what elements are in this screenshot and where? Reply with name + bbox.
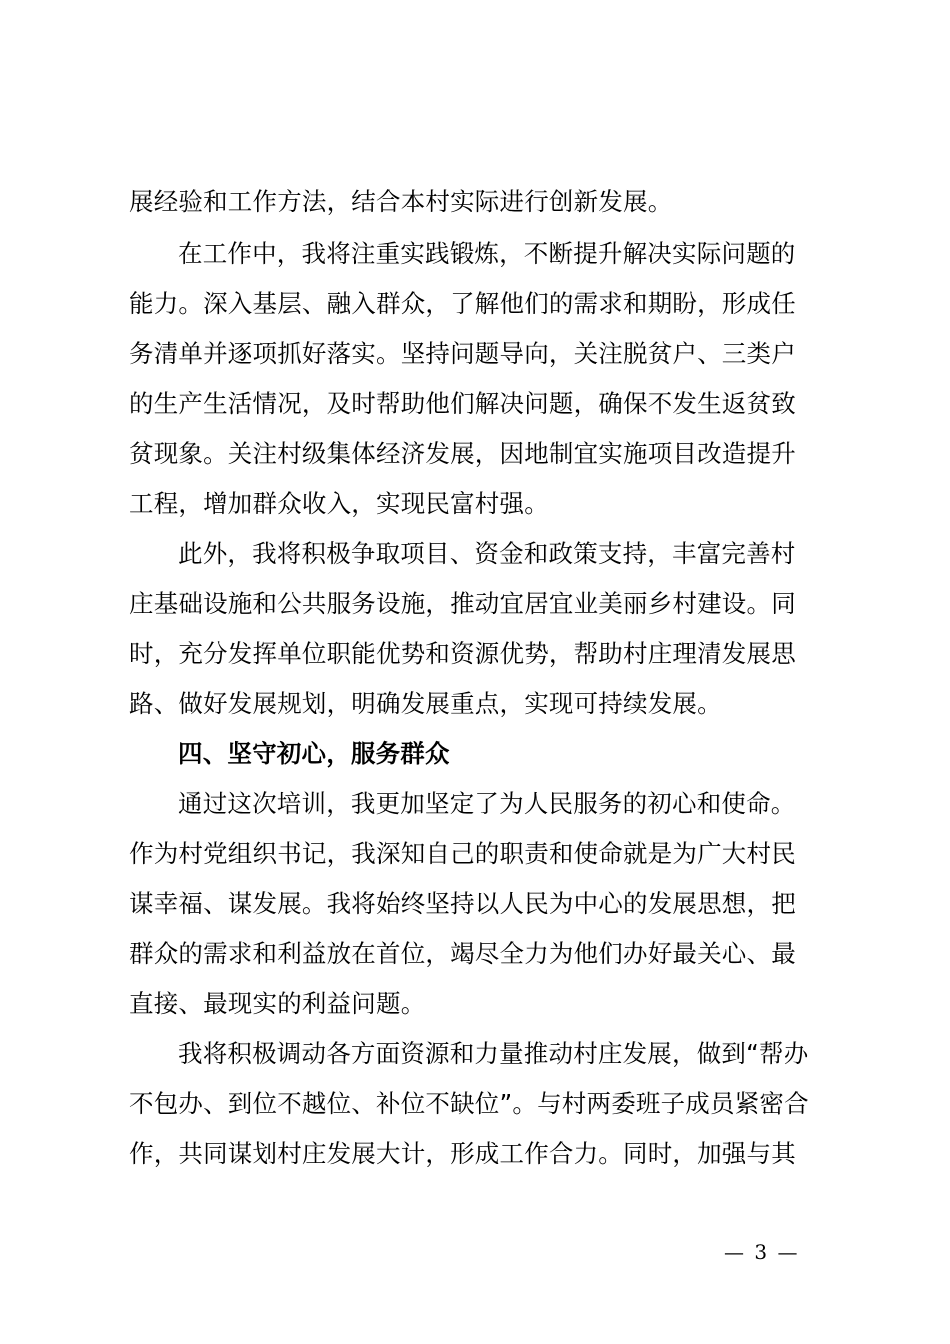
body-text-line: 群众的需求和利益放在首位，竭尽全力为他们办好最关心、最 [129, 939, 796, 968]
paragraph-start-line: 在工作中，我将注重实践锻炼，不断提升解决实际问题的 [178, 239, 796, 268]
body-text-line: 谋幸福、谋发展。我将始终坚持以人民为中心的发展思想，把 [129, 889, 796, 918]
paragraph-start-line: 我将积极调动各方面资源和力量推动村庄发展，做到“帮办 [178, 1039, 809, 1068]
body-text-line: 的生产生活情况，及时帮助他们解决问题，确保不发生返贫致 [129, 389, 796, 418]
body-text-line: 直接、最现实的利益问题。 [129, 989, 426, 1018]
body-text-line: 作为村党组织书记，我深知自己的职责和使命就是为广大村民 [129, 839, 796, 868]
body-text-line: 务清单并逐项抓好落实。坚持问题导向，关注脱贫户、三类户 [129, 339, 796, 368]
body-text-line: 能力。深入基层、融入群众，了解他们的需求和期盼，形成任 [129, 289, 796, 318]
body-text-line: 时，充分发挥单位职能优势和资源优势，帮助村庄理清发展思 [129, 639, 796, 668]
body-text-line: 工程，增加群众收入，实现民富村强。 [129, 489, 549, 518]
body-text-line: 路、做好发展规划，明确发展重点，实现可持续发展。 [129, 689, 722, 718]
body-text-line: 作，共同谋划村庄发展大计，形成工作合力。同时，加强与其 [129, 1139, 796, 1168]
paragraph-start-line: 此外，我将积极争取项目、资金和政策支持，丰富完善村 [178, 539, 796, 568]
paragraph-start-line: 通过这次培训，我更加坚定了为人民服务的初心和使命。 [178, 789, 796, 818]
body-text-line: 不包办、到位不越位、补位不缺位”。与村两委班子成员紧密合 [129, 1089, 809, 1118]
section-heading: 四、坚守初心，服务群众 [178, 739, 450, 768]
body-text-line: 庄基础设施和公共服务设施，推动宜居宜业美丽乡村建设。同 [129, 589, 796, 618]
body-text-line: 展经验和工作方法，结合本村实际进行创新发展。 [129, 187, 673, 216]
page-number: — 3 — [724, 1240, 800, 1264]
body-text-line: 贫现象。关注村级集体经济发展，因地制宜实施项目改造提升 [129, 439, 796, 468]
